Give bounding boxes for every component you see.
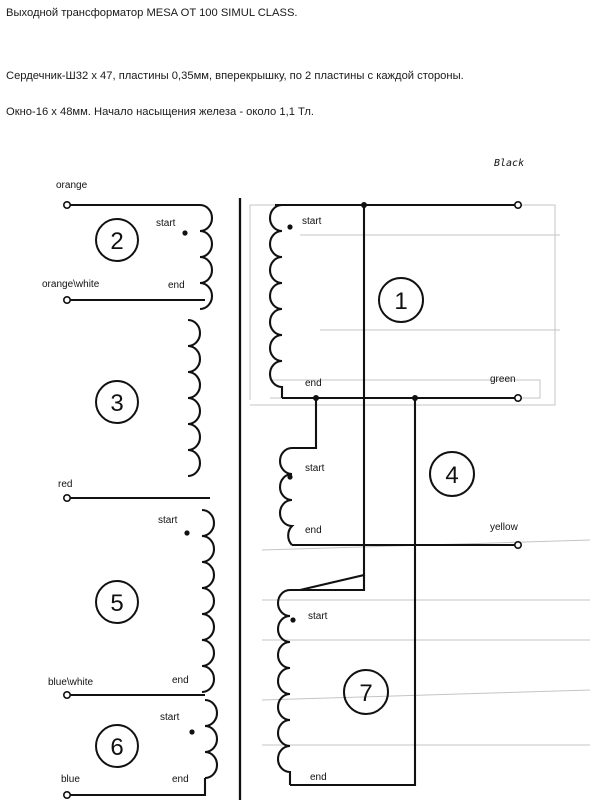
junction-tap-1 xyxy=(361,202,367,208)
winding-3-number: 3 xyxy=(110,390,124,417)
winding-7-number: 7 xyxy=(359,680,373,707)
start-dot-1 xyxy=(287,224,292,229)
core-spec: Сердечник-Ш32 х 47, пластины 0,35мм, вперекрышку, по 2 пластины с каждой стороны. xyxy=(6,70,464,82)
winding-6-coil xyxy=(205,700,217,778)
start-dot-6 xyxy=(189,729,194,734)
winding-7-start: start xyxy=(308,611,328,622)
start-dot-7 xyxy=(290,617,295,622)
winding-5-coil xyxy=(202,510,214,692)
winding-6-start: start xyxy=(160,712,180,723)
winding-circles xyxy=(96,219,474,767)
label-orange-white: orange\white xyxy=(42,279,100,290)
start-dot-4 xyxy=(287,474,292,479)
terminal-orange xyxy=(64,202,70,208)
terminal-green xyxy=(515,395,521,401)
terminal-black xyxy=(515,202,521,208)
terminal-blue-white xyxy=(64,692,70,698)
junction-tap-7 xyxy=(412,395,418,401)
label-black: Black xyxy=(494,158,525,169)
label-yellow: yellow xyxy=(490,522,518,533)
terminal-yellow xyxy=(515,542,521,548)
winding-2-start: start xyxy=(156,218,176,229)
windings-left xyxy=(67,205,217,795)
winding-4-start: start xyxy=(305,463,325,474)
start-dot-5 xyxy=(184,530,189,535)
winding-4-end: end xyxy=(305,525,322,536)
junction-tap-4 xyxy=(313,395,319,401)
winding-5-number: 5 xyxy=(110,590,124,617)
winding-4-number: 4 xyxy=(445,462,459,489)
label-blue-white: blue\white xyxy=(48,677,94,688)
terminals xyxy=(64,202,521,798)
background-bleed xyxy=(250,205,590,745)
winding-3-coil xyxy=(188,320,200,476)
winding-1-end: end xyxy=(305,378,322,389)
label-red: red xyxy=(58,479,73,490)
label-orange: orange xyxy=(56,180,88,191)
winding-7-end-lead xyxy=(290,398,415,785)
winding-2-coil xyxy=(200,205,212,309)
winding-1-coil xyxy=(270,205,282,398)
winding-4-coil xyxy=(280,448,292,545)
winding-7-coil xyxy=(278,590,290,785)
winding-1-start: start xyxy=(302,216,322,227)
winding-2-number: 2 xyxy=(110,228,124,255)
label-green: green xyxy=(490,374,516,385)
junctions xyxy=(182,202,418,735)
terminal-orange-white xyxy=(64,297,70,303)
start-dot-2 xyxy=(182,230,187,235)
title: Выходной трансформатор MESA OT 100 SIMUL CLASS. xyxy=(6,7,298,19)
window-spec: Окно-16 х 48мм. Начало насыщения железа - около 1,1 Тл. xyxy=(6,106,314,118)
winding-6-number: 6 xyxy=(110,734,124,761)
winding-2-end: end xyxy=(168,280,185,291)
label-blue: blue xyxy=(61,774,80,785)
winding-1-number: 1 xyxy=(394,288,408,315)
winding-5-end: end xyxy=(172,675,189,686)
terminal-blue xyxy=(64,792,70,798)
winding-6-end: end xyxy=(172,774,189,785)
winding-5-start: start xyxy=(158,515,178,526)
winding-7-end: end xyxy=(310,772,327,783)
terminal-red xyxy=(64,495,70,501)
